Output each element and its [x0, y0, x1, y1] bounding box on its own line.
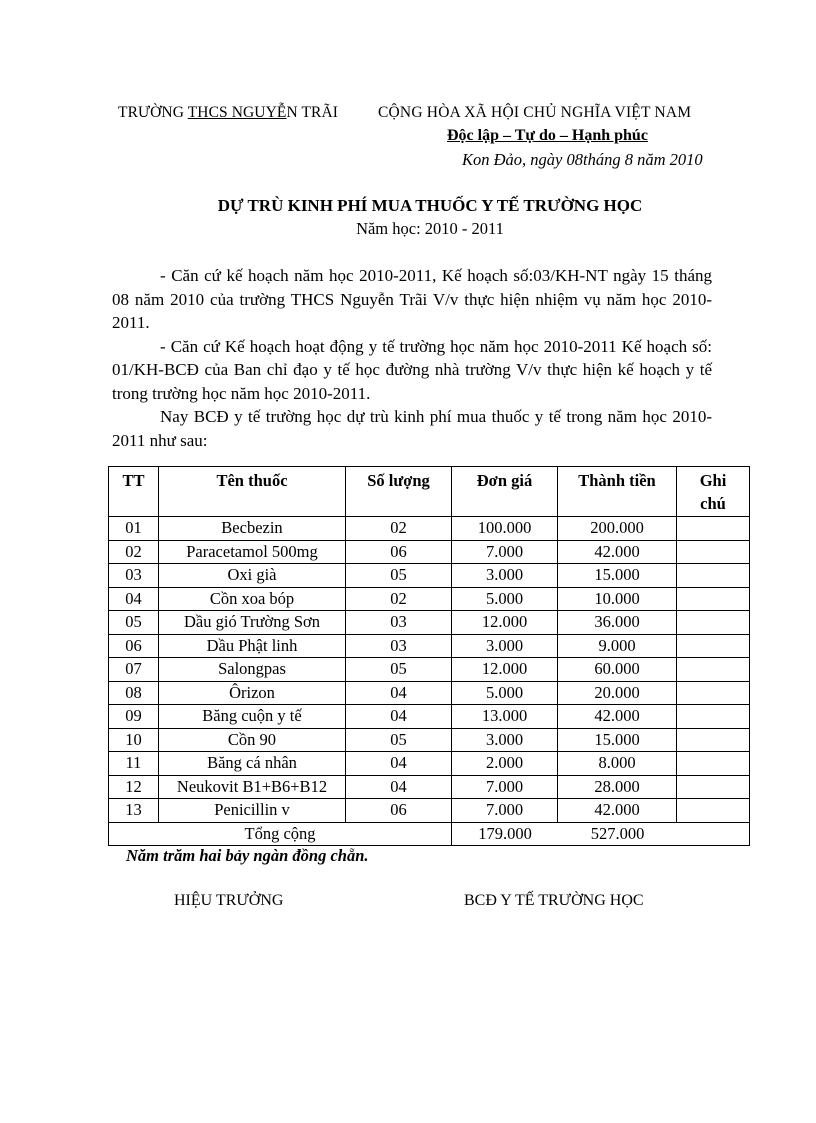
school-year-subtitle: Năm học: 2010 - 2011 — [356, 219, 504, 238]
table-row: 11 Băng cá nhân 04 2.000 8.000 — [109, 752, 750, 776]
school-name: TRƯỜNG THCS NGUYỄN TRÃI — [118, 104, 339, 121]
table-row: 13 Penicillin v 06 7.000 42.000 — [109, 799, 750, 823]
table-row: 04 Cồn xoa bóp 02 5.000 10.000 — [109, 587, 750, 611]
col-header-unit-price: Đơn giá — [452, 467, 558, 517]
col-header-index: TT — [109, 467, 159, 517]
nation-name: CỘNG HÒA XÃ HỘI CHỦ NGHĨA VIỆT NAM — [378, 104, 692, 121]
amount-in-words: Năm trăm hai bảy ngàn đồng chẵn. — [126, 846, 369, 865]
table-row: 02 Paracetamol 500mg 06 7.000 42.000 — [109, 540, 750, 564]
col-header-medicine: Tên thuốc — [159, 467, 346, 517]
table-row: 07 Salongpas 05 12.000 60.000 — [109, 658, 750, 682]
table-row: 01 Becbezin 02 100.000 200.000 — [109, 517, 750, 541]
table-row: 12 Neukovit B1+B6+B12 04 7.000 28.000 — [109, 775, 750, 799]
paragraph-basis-1: - Căn cứ kế hoạch năm học 2010-2011, Kế hoạch số:03/KH-NT ngày 15 tháng 08 năm 2010 của trường THCS Nguyễn Trãi V/v thực hiện nhiệm vụ năm học 2010-2011. — [112, 266, 712, 332]
col-header-note: Ghi chú — [677, 467, 750, 517]
total-values — [452, 822, 750, 846]
table-row: 09 Băng cuộn y tế 04 13.000 42.000 — [109, 705, 750, 729]
total-label: Tổng cộng — [109, 822, 452, 846]
col-header-amount: Thành tiền — [558, 467, 677, 517]
table-row: 10 Cồn 90 05 3.000 15.000 — [109, 728, 750, 752]
table-row: 03 Oxi già 05 3.000 15.000 — [109, 564, 750, 588]
table-row: 05 Dầu gió Trường Sơn 03 12.000 36.000 — [109, 611, 750, 635]
paragraph-basis-2: - Căn cứ Kế hoạch hoạt động y tế trường học năm học 2010-2011 Kế hoạch số: 01/KH-BCĐ của Ban chỉ đạo y tế học đường nhà trường V/v thực hiện kế hoạch y tế trong trường học năm học 2010-2011. — [112, 336, 712, 403]
signature-principal: HIỆU TRƯỞNG — [174, 892, 284, 909]
medicine-budget-table — [108, 466, 750, 846]
table-row: 08 Ôrizon 04 5.000 20.000 — [109, 681, 750, 705]
table-total-row — [109, 822, 750, 846]
total-amount: 527.000 — [590, 823, 645, 843]
paragraph-intro: Nay BCĐ y tế trường học dự trù kinh phí mua thuốc y tế trong năm học 2010-2011 như sau: — [112, 407, 712, 450]
table-header-row — [109, 467, 750, 517]
document-title: DỰ TRÙ KINH PHÍ MUA THUỐC Y TẾ TRƯỜNG HỌC — [217, 196, 643, 215]
table-row: 06 Dầu Phật linh 03 3.000 9.000 — [109, 634, 750, 658]
national-motto: Độc lập – Tự do – Hạnh phúc — [447, 127, 648, 144]
document-body — [112, 264, 712, 452]
col-header-quantity: Số lượng — [346, 467, 452, 517]
total-unit-price: 179.000 — [478, 823, 532, 843]
place-date-line: Kon Đảo, ngày 08tháng 8 năm 2010 — [462, 150, 703, 169]
signature-health-board: BCĐ Y TẾ TRƯỜNG HỌC — [464, 892, 644, 909]
